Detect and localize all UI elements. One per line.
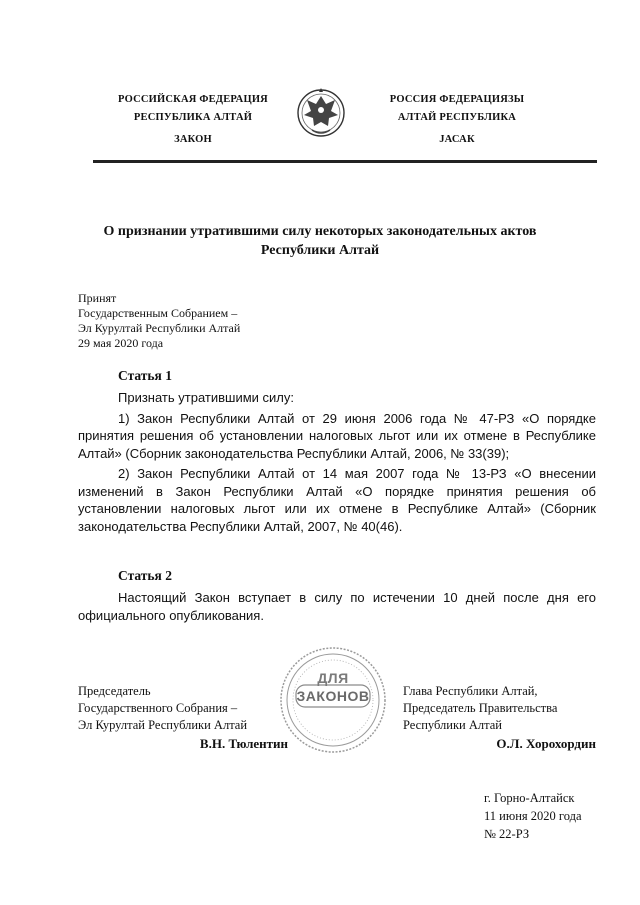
- coat-of-arms-emblem: [296, 82, 346, 144]
- adoption-line2: Государственным Собранием –: [78, 306, 238, 320]
- footer-date: 11 июня 2020 года: [484, 809, 582, 823]
- article1-body: [78, 389, 596, 538]
- article1-item1: 1) Закон Республики Алтай от 29 июня 2006 года № 47-РЗ «О порядке принятия решения об установлении налоговых льгот или их отмене в Республике Алтай» (Сборник законодательства Республики Алтай, 2006, № 33(39);: [78, 410, 596, 461]
- title-line2: Республики Алтай: [260, 243, 380, 258]
- stamp-line1: ДЛЯ: [317, 670, 349, 686]
- article1-heading: Статья 1: [118, 368, 172, 383]
- stamp-line2: ЗАКОНОВ: [296, 688, 370, 704]
- signature-left: [78, 683, 247, 734]
- title-line1: О признании утратившими силу некоторых законодательных актов: [103, 224, 537, 239]
- signature-left-line2: Государственного Собрания –: [78, 701, 238, 715]
- header-right-doc-type: JАСАК: [439, 134, 475, 145]
- header-right-line1: РОССИЯ ФЕДЕРАЦИЯЗЫ: [389, 94, 525, 105]
- document-title: [60, 222, 580, 260]
- header-left-doc-type: ЗАКОН: [174, 134, 212, 145]
- signature-right-line2: Председатель Правительства: [403, 701, 558, 715]
- article2-text: Настоящий Закон вступает в силу по истечении 10 дней после дня его официального опубликования.: [78, 590, 596, 623]
- header-divider: [93, 160, 597, 163]
- article2-body: [78, 589, 596, 627]
- header-right-line2: АЛТАЙ РЕСПУБЛИКА: [397, 112, 517, 123]
- article1-intro: Признать утратившими силу:: [118, 390, 294, 405]
- signature-right: [403, 683, 557, 734]
- footer-city: г. Горно-Алтайск: [484, 791, 575, 805]
- signature-left-line3: Эл Курултай Республики Алтай: [78, 718, 248, 732]
- signature-right-line3: Республики Алтай: [403, 718, 502, 732]
- adoption-block: [78, 291, 240, 351]
- signature-right-line1: Глава Республики Алтай,: [403, 684, 538, 698]
- header-left-line1: РОССИЙСКАЯ ФЕДЕРАЦИЯ: [118, 94, 268, 105]
- article1-item2: 2) Закон Республики Алтай от 14 мая 2007 года № 13-РЗ «О внесении изменений в Закон Республики Алтай «О порядке принятия решения об установлении налоговых льгот или их отмене в Республике Алтай» (Сборник законодательства Республики Алтай, 2007, № 40(46).: [78, 466, 596, 534]
- adoption-line3: Эл Курултай Республики Алтай: [78, 321, 241, 335]
- signature-right-name: О.Л. Хорохордин: [496, 736, 596, 751]
- signature-left-line1: Председатель: [78, 684, 151, 698]
- header-left-line2: РЕСПУБЛИКА АЛТАЙ: [133, 112, 253, 123]
- signature-left-name: В.Н. Тюлентин: [199, 736, 288, 751]
- adoption-line1: Принят: [78, 291, 117, 305]
- adoption-date: 29 мая 2020 года: [78, 336, 164, 350]
- article2-heading: Статья 2: [118, 568, 172, 583]
- footer-number: № 22-РЗ: [484, 827, 530, 841]
- footer-block: [484, 789, 582, 843]
